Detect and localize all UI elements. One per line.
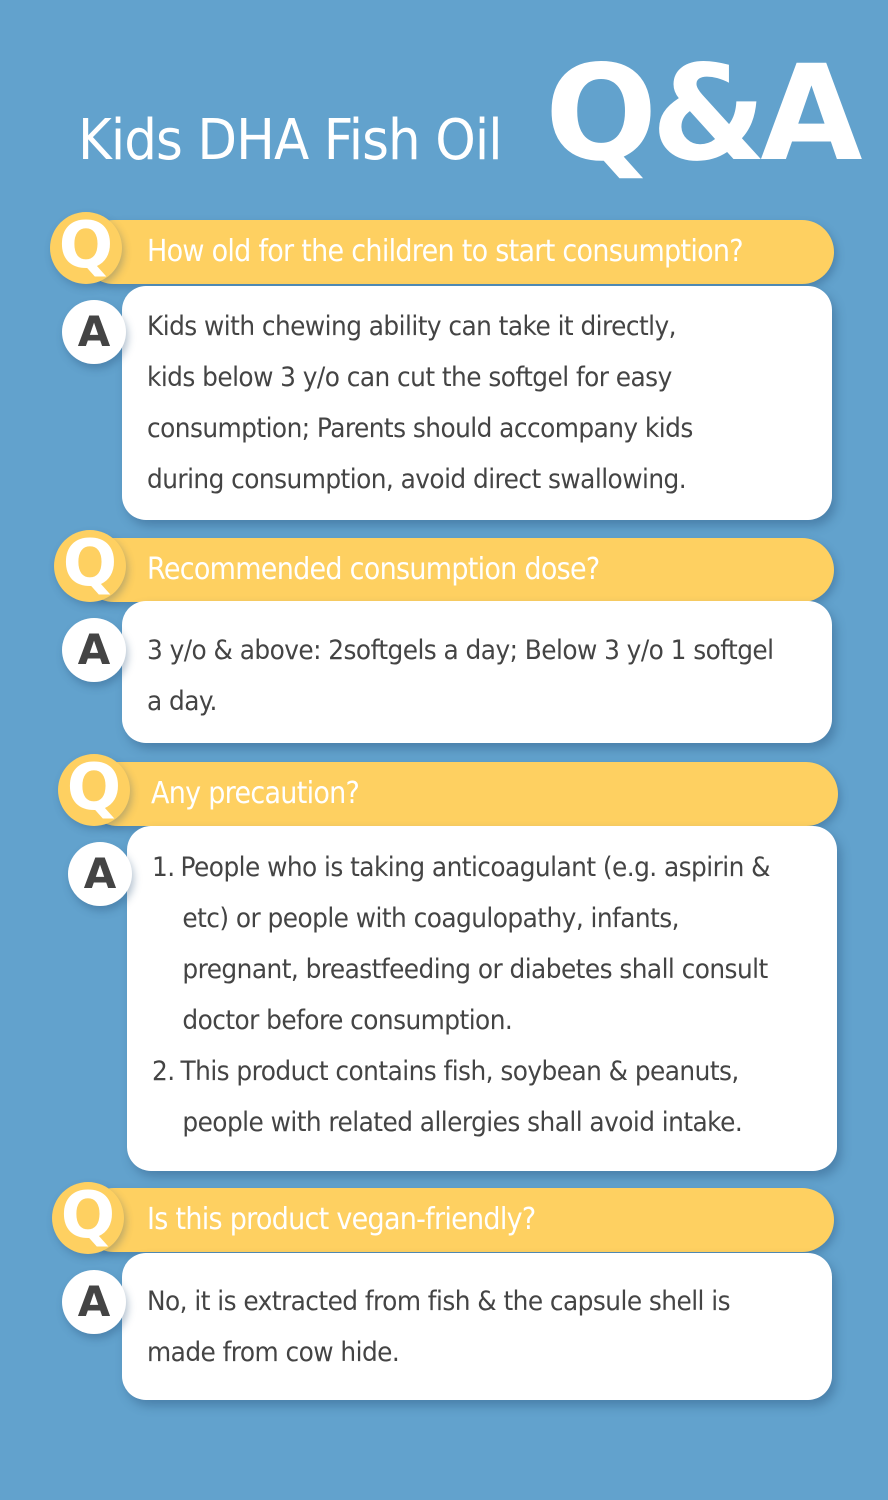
q-icon: Q <box>52 1182 124 1254</box>
header <box>0 0 888 210</box>
product-title: Kids DHA Fish Oil <box>78 108 502 173</box>
question-text: Recommended consumption dose? <box>147 552 600 587</box>
a-icon: A <box>68 842 132 906</box>
answer-card <box>122 1253 832 1400</box>
answer-card <box>122 601 832 743</box>
answer-text: Kids with chewing ability can take it directly, kids below 3 y/o can cut the softgel for easy consumption; Parents should accompany kids during consumption, avoid direct swallowing. <box>147 311 693 495</box>
q-icon: Q <box>50 212 122 284</box>
qa-badge: Q&A <box>545 37 857 191</box>
question-text: Any precaution? <box>151 776 360 811</box>
answer-card <box>122 286 832 520</box>
list-item: 1. People who is taking anticoagulant (e.g. aspirin & etc) or people with coagulopathy, infants, pregnant, breastfeeding or diabetes shall consult doctor before consumption. <box>152 852 770 1036</box>
answer-text: 3 y/o & above: 2softgels a day; Below 3 y/o 1 softgel a day. <box>147 635 774 717</box>
a-icon: A <box>62 300 126 364</box>
answer-card <box>127 826 837 1171</box>
q-icon: Q <box>58 754 130 826</box>
q-icon: Q <box>54 530 126 602</box>
answer-list <box>152 842 770 1148</box>
a-icon: A <box>62 618 126 682</box>
a-icon: A <box>62 1270 126 1334</box>
answer-text: No, it is extracted from fish & the capsule shell is made from cow hide. <box>147 1286 730 1368</box>
question-text: Is this product vegan-friendly? <box>147 1202 536 1237</box>
question-text: How old for the children to start consumption? <box>147 234 743 269</box>
list-item: 2. This product contains fish, soybean & peanuts, people with related allergies shall avoid intake. <box>152 1056 743 1138</box>
